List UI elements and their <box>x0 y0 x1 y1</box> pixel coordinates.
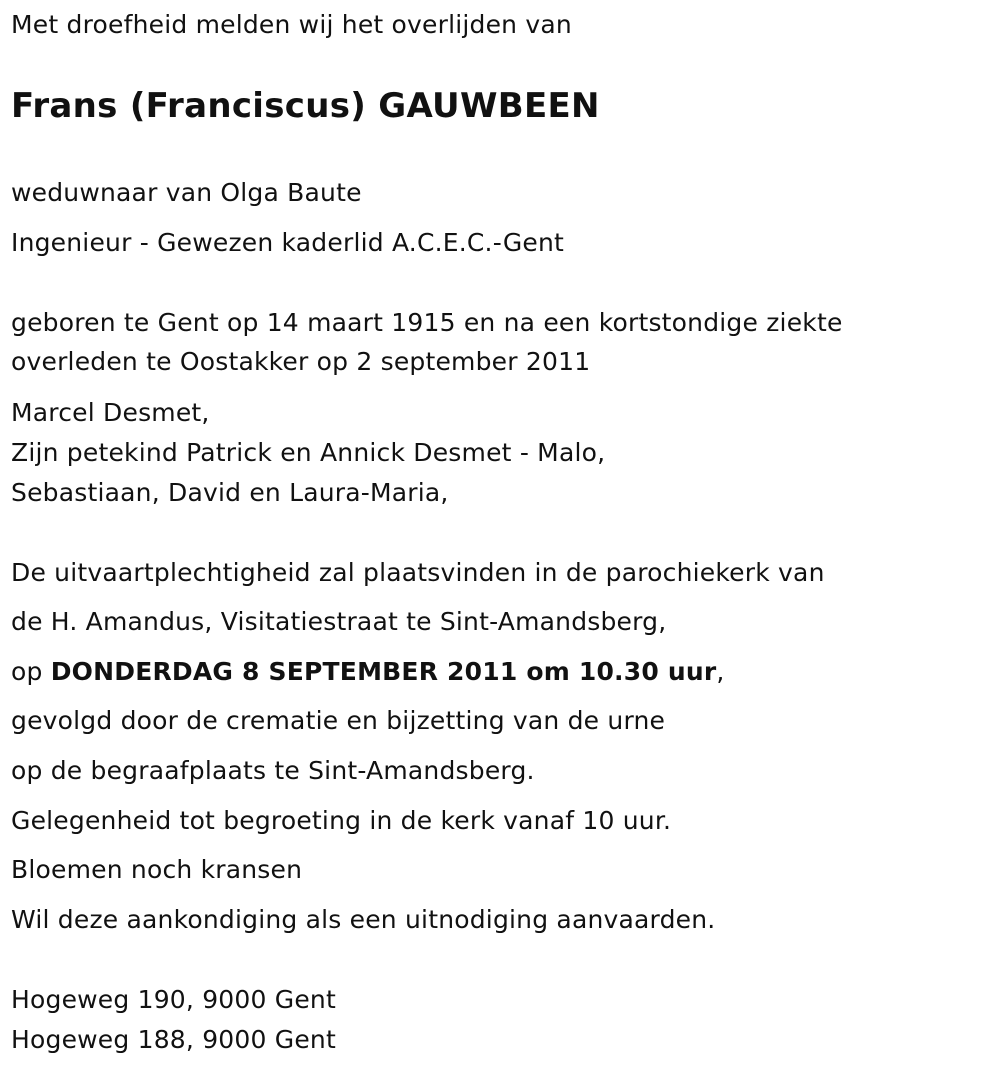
funeral-date-line <box>11 657 725 687</box>
family-member: Zijn petekind Patrick en Annick Desmet - Malo, <box>11 438 606 467</box>
address-line: Hogeweg 190, 9000 Gent <box>11 985 336 1014</box>
funeral-church-text: de H. Amandus, Visitatiestraat te Sint-Amandsberg, <box>11 607 667 636</box>
funeral-date-suffix: , <box>716 657 725 686</box>
family-member: Marcel Desmet, <box>11 398 210 427</box>
funeral-date: DONDERDAG 8 SEPTEMBER 2011 om 10.30 uur <box>50 657 717 686</box>
birth-text: geboren te Gent op 14 maart 1915 en na een kortstondige ziekte <box>11 308 843 337</box>
spouse-text: weduwnaar van Olga Baute <box>11 178 362 207</box>
address-line: Hogeweg 188, 9000 Gent <box>11 1025 336 1054</box>
invitation-text: Wil deze aankondiging als een uitnodiging aanvaarden. <box>11 905 716 934</box>
funeral-location-text: De uitvaartplechtigheid zal plaatsvinden in de parochiekerk van <box>11 558 825 587</box>
intro-text: Met droefheid melden wij het overlijden van <box>11 10 572 39</box>
condolence-text: Gelegenheid tot begroeting in de kerk vanaf 10 uur. <box>11 806 672 835</box>
cremation-text: gevolgd door de crematie en bijzetting van de urne <box>11 706 666 735</box>
profession-text: Ingenieur - Gewezen kaderlid A.C.E.C.-Gent <box>11 228 565 257</box>
death-text: overleden te Oostakker op 2 september 2011 <box>11 347 591 376</box>
funeral-date-prefix: op <box>11 657 51 686</box>
flowers-text: Bloemen noch kransen <box>11 855 303 884</box>
deceased-name: Frans (Franciscus) GAUWBEEN <box>11 86 600 126</box>
cemetery-text: op de begraafplaats te Sint-Amandsberg. <box>11 756 535 785</box>
family-member: Sebastiaan, David en Laura-Maria, <box>11 478 449 507</box>
